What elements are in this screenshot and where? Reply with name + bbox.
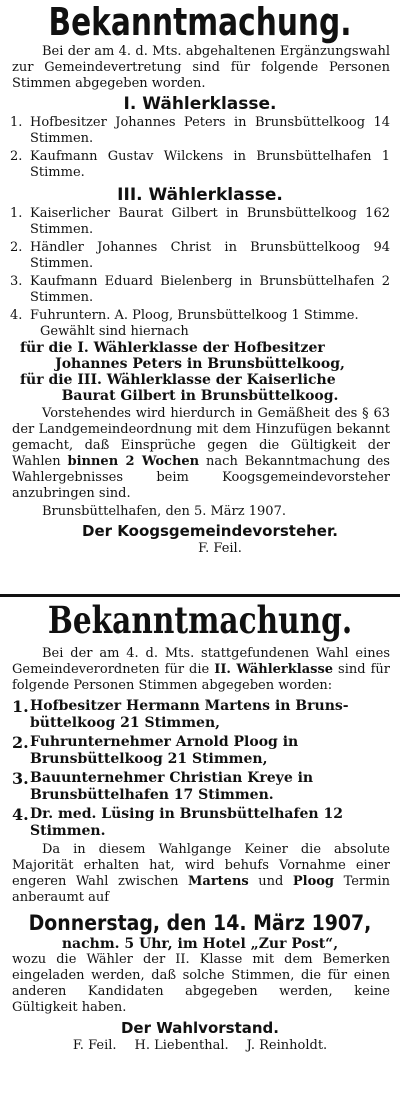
candidate-item <box>0 115 400 147</box>
item-text: Hofbesitzer Johannes Peters in Brunsbüttelkoog 14 Stimmen. <box>30 115 390 146</box>
item-text: Bauunternehmer Christian Kreye in Brunsbüttelhafen 17 Stimmen. <box>30 770 314 803</box>
notice-intro: Bei der am 4. d. Mts. abgehaltenen Ergänzungswahl zur Gemeindevertretung sind für folgende Personen Stimmen abgegeben worden. <box>12 44 390 91</box>
body-text: Vorstehendes wird hierdurch in Gemäßheit des § 63 der Landgemeindeordnung mit dem Hinzufügen bekannt gemacht, daß Einsprüche gegen die Gültigkeit der Wahlen <box>12 406 390 469</box>
item-number: 4. <box>12 805 29 824</box>
place-date: Brunsbüttelhafen, den 5. März 1907. <box>42 504 286 519</box>
runoff-date: Donnerstag, den 14. März 1907, <box>28 911 372 935</box>
item-number: 2. <box>12 733 29 752</box>
signature-title: Der Koogsgemeindevorsteher. <box>82 522 338 540</box>
item-text: Fuhruntern. A. Ploog, Brunsbüttelkoog 1 Stimme. <box>30 308 359 323</box>
candidate-item <box>0 698 400 732</box>
intro-text: sind für folgende Personen Stimmen abgegeben worden: <box>12 662 390 693</box>
signature-name: F. Feil. <box>198 541 242 556</box>
signature-name: F. Feil. <box>72 1038 117 1053</box>
body-text: Da in diesem Wahlgange Keiner die absolute Majorität erhalten hat, wird behufs Vornahme einer engeren Wahl zwischen <box>12 842 390 889</box>
item-number: 2. <box>10 149 23 164</box>
candidate-item <box>0 274 400 306</box>
notice-body: wozu die Wähler der II. Klasse mit dem Bemerken eingeladen werden, daß solche Stimmen, die für einen anderen Kandidaten abgegeben werden, keine Gültigkeit haben. <box>12 952 390 1015</box>
deadline-text: binnen 2 Wochen <box>67 454 200 469</box>
item-text: Dr. med. Lüsing in Brunsbüttelhafen 12 Stimmen. <box>30 806 343 839</box>
candidate-item <box>0 240 400 272</box>
candidate-item <box>0 206 400 238</box>
item-text: Kaiserlicher Baurat Gilbert in Brunsbüttelkoog 162 Stimmen. <box>30 206 390 237</box>
signature-name: J. Reinholdt. <box>246 1038 328 1053</box>
candidate-item <box>0 308 400 324</box>
elected-line: für die III. Wählerklasse der Kaiserliche <box>20 372 336 388</box>
candidate-name: Martens <box>188 874 249 889</box>
candidate-item <box>0 734 400 768</box>
elected-intro: Gewählt sind hiernach <box>40 324 189 339</box>
item-text: Händler Johannes Christ in Brunsbüttelkoog 94 Stimmen. <box>30 240 390 271</box>
item-text: Fuhrunternehmer Arnold Ploog in Brunsbüttelkoog 21 Stimmen, <box>30 734 299 767</box>
section-divider <box>0 594 400 597</box>
item-number: 4. <box>10 308 23 323</box>
item-number: 1. <box>12 697 29 716</box>
item-number: 1. <box>10 206 23 221</box>
notice-title: Bekanntmachung. <box>47 598 353 642</box>
candidate-item <box>0 806 400 840</box>
item-number: 1. <box>10 115 23 130</box>
intro-text: Bei der am 4. d. Mts. stattgefundenen Wahl eines Gemeindeverordneten für die <box>12 646 390 677</box>
candidate-name: Ploog <box>292 874 335 889</box>
signature-title: Der Wahlvorstand. <box>120 1019 279 1037</box>
notice-body <box>0 842 400 906</box>
item-number: 2. <box>10 240 23 255</box>
voter-class-text: II. Wählerklasse <box>214 662 334 677</box>
notice-body <box>0 406 400 502</box>
notice-title: Bekanntmachung. <box>48 0 352 44</box>
elected-line: Johannes Peters in Brunsbüttelkoog, <box>55 356 345 372</box>
item-text: Hofbesitzer Hermann Martens in Brunsbüttelkoog 21 Stimmen, <box>30 698 349 731</box>
signature-names <box>0 1038 400 1054</box>
body-text: und <box>248 874 293 889</box>
notice-runoff-election <box>0 598 400 1106</box>
item-text: Kaufmann Gustav Wilckens in Brunsbüttelhafen 1 Stimme. <box>30 149 390 180</box>
candidate-item <box>0 770 400 804</box>
notice-intro <box>0 646 400 694</box>
elected-line: für die I. Wählerklasse der Hofbesitzer <box>20 340 325 356</box>
elected-line: Baurat Gilbert in Brunsbüttelkoog. <box>61 388 339 404</box>
item-number: 3. <box>12 769 29 788</box>
signature-name: H. Liebenthal. <box>134 1038 229 1053</box>
runoff-time-place: nachm. 5 Uhr, im Hotel „Zur Post“, <box>61 936 339 952</box>
class-heading-1: I. Wählerklasse. <box>123 94 277 114</box>
class-heading-3: III. Wählerklasse. <box>117 185 283 205</box>
body-text: Termin anberaumt auf <box>12 874 390 905</box>
item-text: Kaufmann Eduard Bielenberg in Brunsbüttelhafen 2 Stimmen. <box>30 274 390 305</box>
candidate-item <box>0 149 400 181</box>
body-text: nach Bekanntmachung des Wahlergebnisses beim Koogsgemeindevorsteher anzubringen sind. <box>12 454 390 501</box>
item-number: 3. <box>10 274 23 289</box>
